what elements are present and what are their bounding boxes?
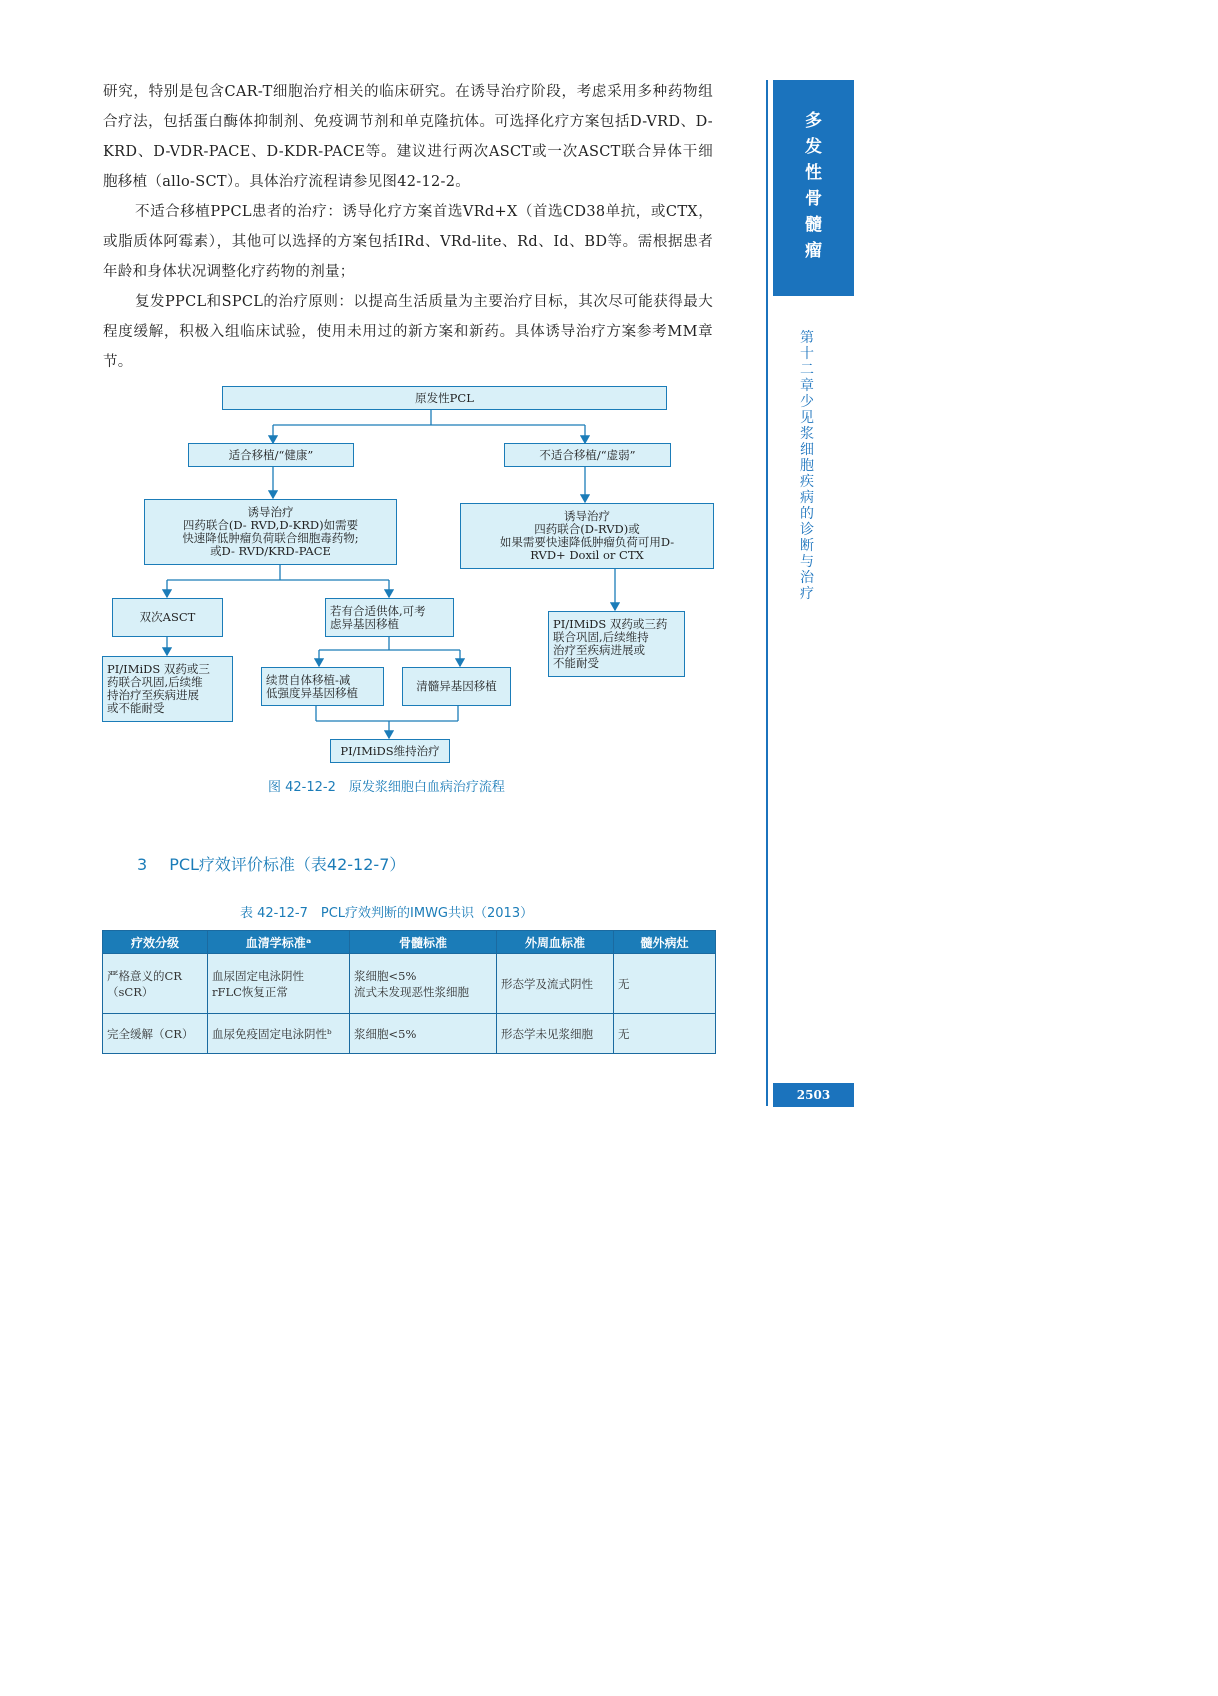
- flow-node-transplant-eligible: 适合移植/“健康”: [188, 443, 354, 467]
- table-cell: 形态学未见浆细胞: [497, 1014, 614, 1054]
- table-cell: 形态学及流式阴性: [497, 954, 614, 1014]
- table-cell: 无: [614, 954, 716, 1014]
- table-row: [103, 1014, 716, 1054]
- table-cell: 浆细胞<5%: [350, 1014, 497, 1054]
- table-cell: 严格意义的CR（sCR）: [103, 954, 208, 1014]
- table-header: 血清学标准ᵃ: [208, 931, 350, 954]
- table-cell: 血尿固定电泳阴性 rFLC恢复正常: [208, 954, 350, 1014]
- flow-node-fit-induction: 诱导治疗 四药联合(D- RVD,D-KRD)如需要 快速降低肿瘤负荷联合细胞毒药物; 或D- RVD/KRD-PACE: [144, 499, 397, 565]
- flow-node-unfit-consolidation: PI/IMiDS 双药或三药 联合巩固,后续维持 治疗至疾病进展或 不能耐受: [548, 611, 685, 677]
- section-heading: [137, 852, 405, 875]
- table-header: 疗效分级: [103, 931, 208, 954]
- table-header: 外周血标准: [497, 931, 614, 954]
- paragraph-3: 复发PPCL和SPCL的治疗原则：以提高生活质量为主要治疗目标，其次尽可能获得最大程度缓解，积极入组临床试验，使用未用过的新方案和新药。具体诱导治疗方案参考MM章节。: [103, 294, 713, 370]
- sidebar-title: 多 发 性 骨 髓 瘤: [805, 111, 822, 261]
- flow-node-auto-allo: 续贯自体移植-减 低强度异基因移植: [261, 667, 384, 706]
- table-header-row: [103, 931, 716, 954]
- table-header: 骨髓标准: [350, 931, 497, 954]
- flow-node-transplant-ineligible: 不适合移植/“虚弱”: [504, 443, 671, 467]
- sidebar-chapter-title: 第十二章 少见浆细胞疾病的诊断与治疗: [800, 330, 828, 602]
- paragraph-1: 研究，特别是包含CAR-T细胞治疗相关的临床研究。在诱导治疗阶段，考虑采用多种药物组合疗法，包括蛋白酶体抑制剂、免疫调节剂和单克隆抗体。可选择化疗方案包括D-VRD、D-KRD、D-VDR-PACE、D-KDR-PACE等。建议进行两次ASCT或一次ASCT联合异体干细胞移植（allo-SCT）。具体治疗流程请参见图42-12-2。: [103, 84, 713, 190]
- table-cell: 血尿免疫固定电泳阴性ᵇ: [208, 1014, 350, 1054]
- flow-node-primary-pcl: 原发性PCL: [222, 386, 667, 410]
- table-header: 髓外病灶: [614, 931, 716, 954]
- section-title: PCL疗效评价标准（表42-12-7）: [169, 855, 406, 874]
- table-cell: 浆细胞<5% 流式未发现恶性浆细胞: [350, 954, 497, 1014]
- table-cell: 无: [614, 1014, 716, 1054]
- paragraph-2: 不适合移植PPCL患者的治疗：诱导化疗方案首选VRd+X（首选CD38单抗，或CTX，或脂质体阿霉素），其他可以选择的方案包括IRd、VRd-lite、Rd、Id、BD等。需根据患者年龄和身体状况调整化疗药物的剂量；: [103, 204, 713, 280]
- response-criteria-table: [102, 930, 716, 1054]
- flow-node-myeloablative-allo: 清髓异基因移植: [402, 667, 511, 706]
- flow-node-fit-consolidation: PI/IMiDS 双药或三 药联合巩固,后续维 持治疗至疾病进展 或不能耐受: [102, 656, 233, 722]
- flow-node-allo-donor: 若有合适供体,可考 虑异基因移植: [325, 598, 454, 637]
- section-number: 3: [137, 855, 148, 874]
- sidebar-divider: [766, 80, 768, 1106]
- page-number: 2503: [773, 1083, 854, 1107]
- table-row: [103, 954, 716, 1014]
- flow-node-unfit-induction: 诱导治疗 四药联合(D-RVD)或 如果需要快速降低肿瘤负荷可用D- RVD+ Doxil or CTX: [460, 503, 714, 569]
- figure-caption: 图 42-12-2 原发浆细胞白血病治疗流程: [268, 780, 505, 795]
- table-caption: 表 42-12-7 PCL疗效判断的IMWG共识（2013）: [240, 906, 534, 921]
- flow-node-maintenance: PI/IMiDS维持治疗: [330, 739, 450, 763]
- flow-node-double-asct: 双次ASCT: [112, 598, 223, 637]
- table-cell: 完全缓解（CR）: [103, 1014, 208, 1054]
